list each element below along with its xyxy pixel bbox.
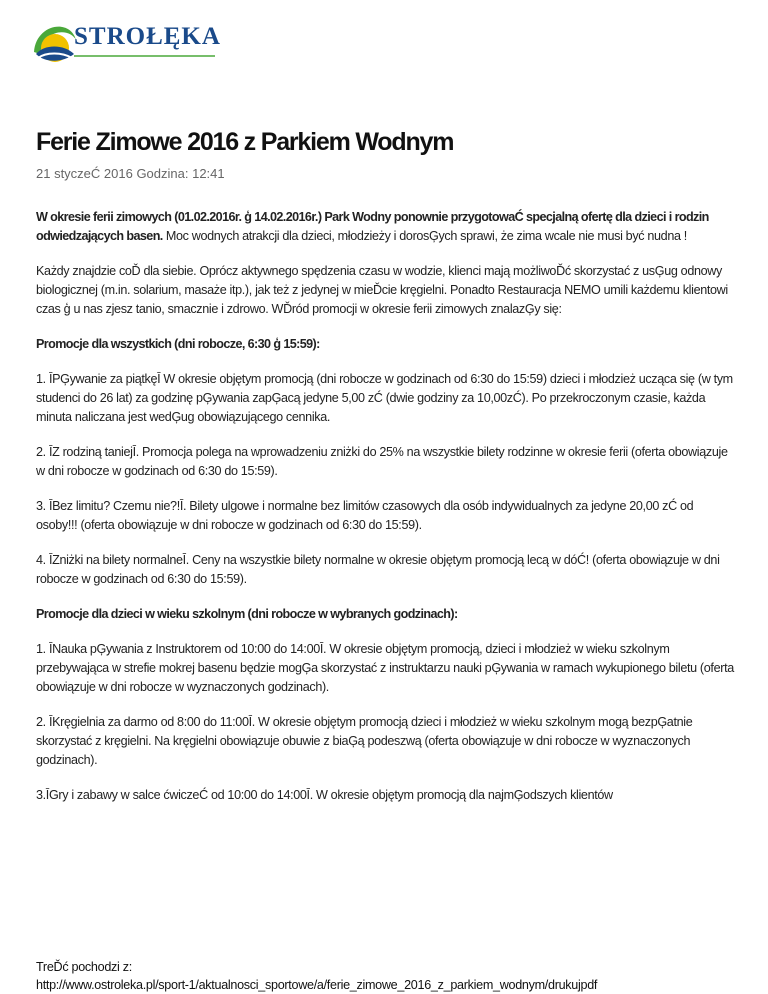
- intro-bold-text: W okresie ferii zimowych (01.02.2016r. ģ 14.02.2016r.) Park Wodny ponownie przygotowaĆ specjalną ofertę dla dzieci i rodzin odwiedzających basen.: [36, 210, 709, 243]
- article-body: [36, 208, 736, 821]
- page-title: Ferie Zimowe 2016 z Parkiem Wodnym: [36, 128, 454, 156]
- source-url-link[interactable]: http://www.ostroleka.pl/sport-1/aktualnosci_sportowe/a/ferie_zimowe_2016_z_parkiem_wodnym/drukujpdf: [36, 978, 598, 992]
- section-heading-school: Promocje dla dzieci w wieku szkolnym (dni robocze w wybranych godzinach):: [36, 607, 458, 621]
- intro-paragraph: [36, 208, 736, 246]
- promo-item: 3. ĪBez limitu? Czemu nie?!Ī. Bilety ulgowe i normalne bez limitów czasowych dla osób indywidualnych za jedyne 20,00 zĆ od osoby!!! (oferta obowiązuje w dni robocze w godzinach od 6:30 do 15:59).: [36, 499, 694, 532]
- paragraph-offer: Każdy znajdzie coĎ dla siebie. Oprócz aktywnego spędzenia czasu w wodzie, klienci mają możliwoĎć skorzystać z usĢug odnowy biologicznej (m.in. solarium, masaże itp.), jak też z jedynej w mieĎcie kręgielni. Ponadto Restauracja NEMO umili każdemu klientowi czas ģ u nas zjesz tanio, smacznie i zdrowo. WĎród promocji w okresie ferii zimowych znalazĢy się:: [36, 264, 728, 316]
- promo-item: 2. ĪZ rodziną taniejĪ. Promocja polega na wprowadzeniu zniżki do 25% na wszystkie bilety rodzinne w okresie ferii (oferta obowiązuje w dni robocze w godzinach od 6:30 do 15:59).: [36, 445, 728, 478]
- source-footer: [36, 958, 597, 994]
- section-heading-all: Promocje dla wszystkich (dni robocze, 6:30 ģ 15:59):: [36, 337, 320, 351]
- promo-item: 4. ĪZniżki na bilety normalneĪ. Ceny na wszystkie bilety normalne w okresie objętym promocją lecą w dóĆ! (oferta obowiązuje w dni robocze w godzinach od 6:30 do 15:59).: [36, 553, 720, 586]
- intro-rest-text: Moc wodnych atrakcji dla dzieci, młodzieży i dorosĢych sprawi, że zima wcale nie musi być nudna !: [162, 229, 687, 243]
- promo-item: 1. ĪNauka pĢywania z Instruktorem od 10:00 do 14:00Ī. W okresie objętym promocją, dzieci i młodzież w wieku szkolnym przebywająca w strefie mokrej basenu będzie mogĢa skorzystać z instruktarzu nauki pĢywania w ramach wykupionego biletu (oferta obowiązuje w dni robocze w wyznaczonych godzinach).: [36, 642, 734, 694]
- site-logo[interactable]: [30, 14, 220, 66]
- logo-text: STROŁĘKA: [74, 23, 221, 50]
- publish-date: 21 styczeĆ 2016 Godzina: 12:41: [36, 166, 225, 181]
- promo-item: 2. ĪKręgielnia za darmo od 8:00 do 11:00Ī. W okresie objętym promocją dzieci i młodzież w wieku szkolnym mogą bezpĢatnie skorzystać z kręgielni. Na kręgielni obowiązuje obuwie z biaĢą podeszwą (oferta obowiązuje w dni robocze w wyznaczonych godzinach).: [36, 715, 693, 767]
- source-label: TreĎć pochodzi z:: [36, 960, 132, 974]
- promo-item: 1. ĪPĢywanie za piątkęĪ W okresie objętym promocją (dni robocze w godzinach od 6:30 do 15:59) dzieci i młodzież ucząca się (w tym studenci do 26 lat) za godzinę pĢywania zapĢacą jedyne 5,00 zĆ (dwie godziny za 10,00zĆ). Po przekroczonym czasie, każda minuta naliczana jest wedĢug obowiązującego cennika.: [36, 372, 733, 424]
- promo-item: 3.ĪGry i zabawy w salce ćwiczeĆ od 10:00 do 14:00Ī. W okresie objętym promocją dla najmĢodszych klientów: [36, 788, 613, 802]
